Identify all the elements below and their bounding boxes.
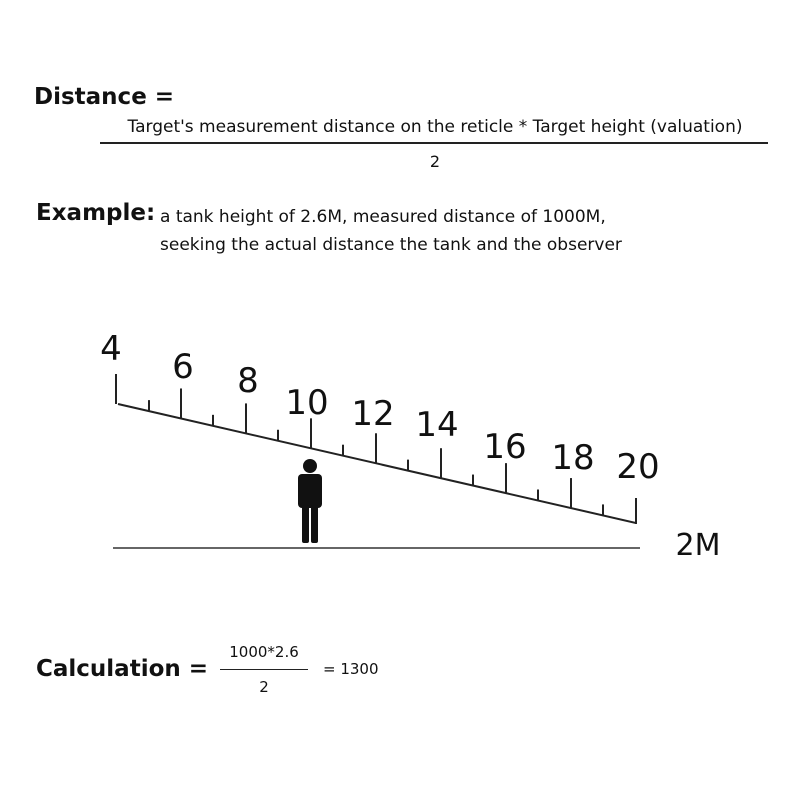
formula-title: Distance = [34, 84, 175, 110]
reticle-scale-label: 16 [483, 427, 527, 467]
calculation-numerator: 1000*2.6 [229, 643, 299, 661]
formula-numerator: Target's measurement distance on the reticle * Target height (valuation) [127, 117, 743, 137]
reticle-scale-label: 18 [551, 438, 595, 478]
reticle-scale-label: 20 [616, 447, 660, 487]
person-icon [298, 459, 322, 543]
reticle-scale-label: 8 [237, 361, 259, 401]
calculation-denominator: 2 [259, 678, 269, 696]
reticle-scale-label: 12 [351, 394, 395, 434]
calculation-result: = 1300 [323, 660, 379, 678]
reticle-scale-label: 4 [100, 329, 122, 369]
reticle-scale-label: 10 [285, 383, 329, 423]
reticle-scale-label: 6 [172, 347, 194, 387]
calculation-fraction-bar [220, 669, 308, 670]
reticle-scale-label: 14 [415, 405, 459, 445]
example-text-line-2: seeking the actual distance the tank and the observer [160, 235, 622, 255]
target-height-label: 2M [675, 528, 721, 563]
example-text-line-1: a tank height of 2.6M, measured distance of 1000M, [160, 207, 606, 227]
formula-denominator: 2 [429, 152, 441, 171]
calculation-title: Calculation = [36, 656, 209, 682]
example-title: Example: [36, 200, 156, 226]
